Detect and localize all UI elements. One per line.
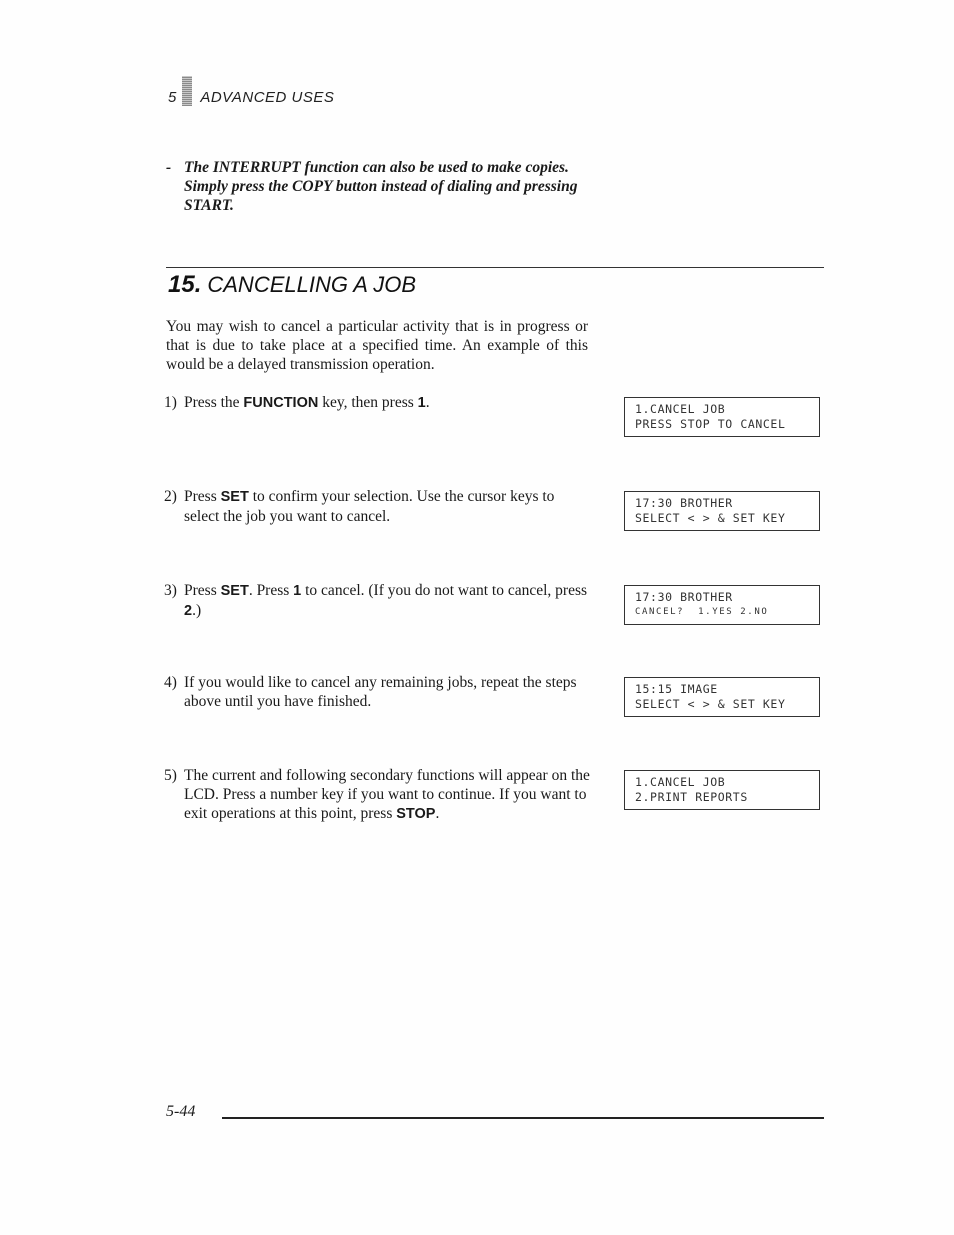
- key-2: 2: [184, 603, 193, 619]
- lcd-display-step-4: [624, 677, 820, 717]
- lcd-line-2: CANCEL? 1.YES 2.NO: [635, 607, 769, 617]
- text-run: to cancel. (If you do not want to cancel, press: [301, 582, 588, 599]
- set-key: SET: [220, 583, 249, 599]
- step-5: [164, 766, 590, 824]
- section-divider: [166, 267, 824, 268]
- lcd-display-step-2: [624, 491, 820, 531]
- lcd-display-step-3: [624, 585, 820, 625]
- step-text: [184, 673, 590, 711]
- lcd-line-1: 1.CANCEL JOB: [635, 402, 726, 416]
- set-key: SET: [220, 489, 249, 505]
- text-run: . Press: [248, 582, 294, 599]
- step-3: [164, 581, 590, 621]
- step-number: 3): [164, 582, 177, 599]
- page-number: 5-44: [166, 1103, 196, 1120]
- lcd-line-2: SELECT < > & SET KEY: [635, 697, 786, 711]
- text-run: If you would like to cancel any remaining jobs, repeat the steps above until you have finished.: [184, 674, 577, 710]
- text-run: The current and following secondary functions will appear on the LCD. Press a number key if you want to continue. If you want to exit operations at this point, press: [184, 767, 590, 822]
- chapter-number: 5: [168, 89, 177, 106]
- text-run: Press: [184, 582, 221, 599]
- step-1: [164, 393, 590, 413]
- step-text: [184, 487, 590, 526]
- lcd-line-2: PRESS STOP TO CANCEL: [635, 417, 786, 431]
- step-2: [164, 487, 590, 526]
- note-dash: -: [166, 159, 172, 176]
- text-run: .): [192, 602, 202, 619]
- lcd-line-1: 17:30 BROTHER: [635, 496, 733, 510]
- section-number: 15.: [168, 271, 202, 298]
- lcd-display-step-5: [624, 770, 820, 810]
- text-run: to confirm your selection. Use the cursor keys to select the job you want to cancel.: [184, 488, 555, 525]
- step-text: [184, 766, 590, 824]
- step-number: 2): [164, 488, 177, 505]
- interrupt-note: [166, 158, 596, 215]
- lcd-line-1: 1.CANCEL JOB: [635, 775, 726, 789]
- key-1: 1: [417, 395, 426, 411]
- section-intro: You may wish to cancel a particular activity that is in progress or that is due to take place at a specified time. An example of this would be a delayed transmission operation.: [166, 318, 588, 373]
- function-key: FUNCTION: [243, 395, 319, 411]
- lcd-line-2: 2.PRINT REPORTS: [635, 790, 748, 804]
- text-run: Press: [184, 488, 221, 505]
- running-header-title: ADVANCED USES: [200, 89, 335, 106]
- key-1: 1: [293, 583, 302, 599]
- lcd-line-2: SELECT < > & SET KEY: [635, 511, 786, 525]
- text-run: Press the: [184, 394, 244, 411]
- step-text: [184, 393, 590, 413]
- note-text: The INTERRUPT function can also be used to make copies. Simply press the COPY button instead of dialing and pressing START.: [184, 159, 578, 214]
- text-run: .: [425, 394, 430, 411]
- footer-divider: [222, 1117, 824, 1119]
- step-number: 4): [164, 674, 177, 691]
- section-title: CANCELLING A JOB: [207, 272, 417, 297]
- step-text: [184, 581, 590, 621]
- chapter-tab-marker: [182, 76, 192, 106]
- lcd-line-1: 15:15 IMAGE: [635, 682, 718, 696]
- step-number: 1): [164, 394, 177, 411]
- section-heading: [168, 272, 416, 298]
- step-number: 5): [164, 767, 177, 784]
- text-run: key, then press: [318, 394, 418, 411]
- lcd-display-step-1: [624, 397, 820, 437]
- running-header: [168, 76, 334, 106]
- text-run: .: [435, 805, 440, 822]
- stop-key: STOP: [396, 806, 436, 822]
- step-4: [164, 673, 590, 711]
- lcd-line-1: 17:30 BROTHER: [635, 590, 733, 604]
